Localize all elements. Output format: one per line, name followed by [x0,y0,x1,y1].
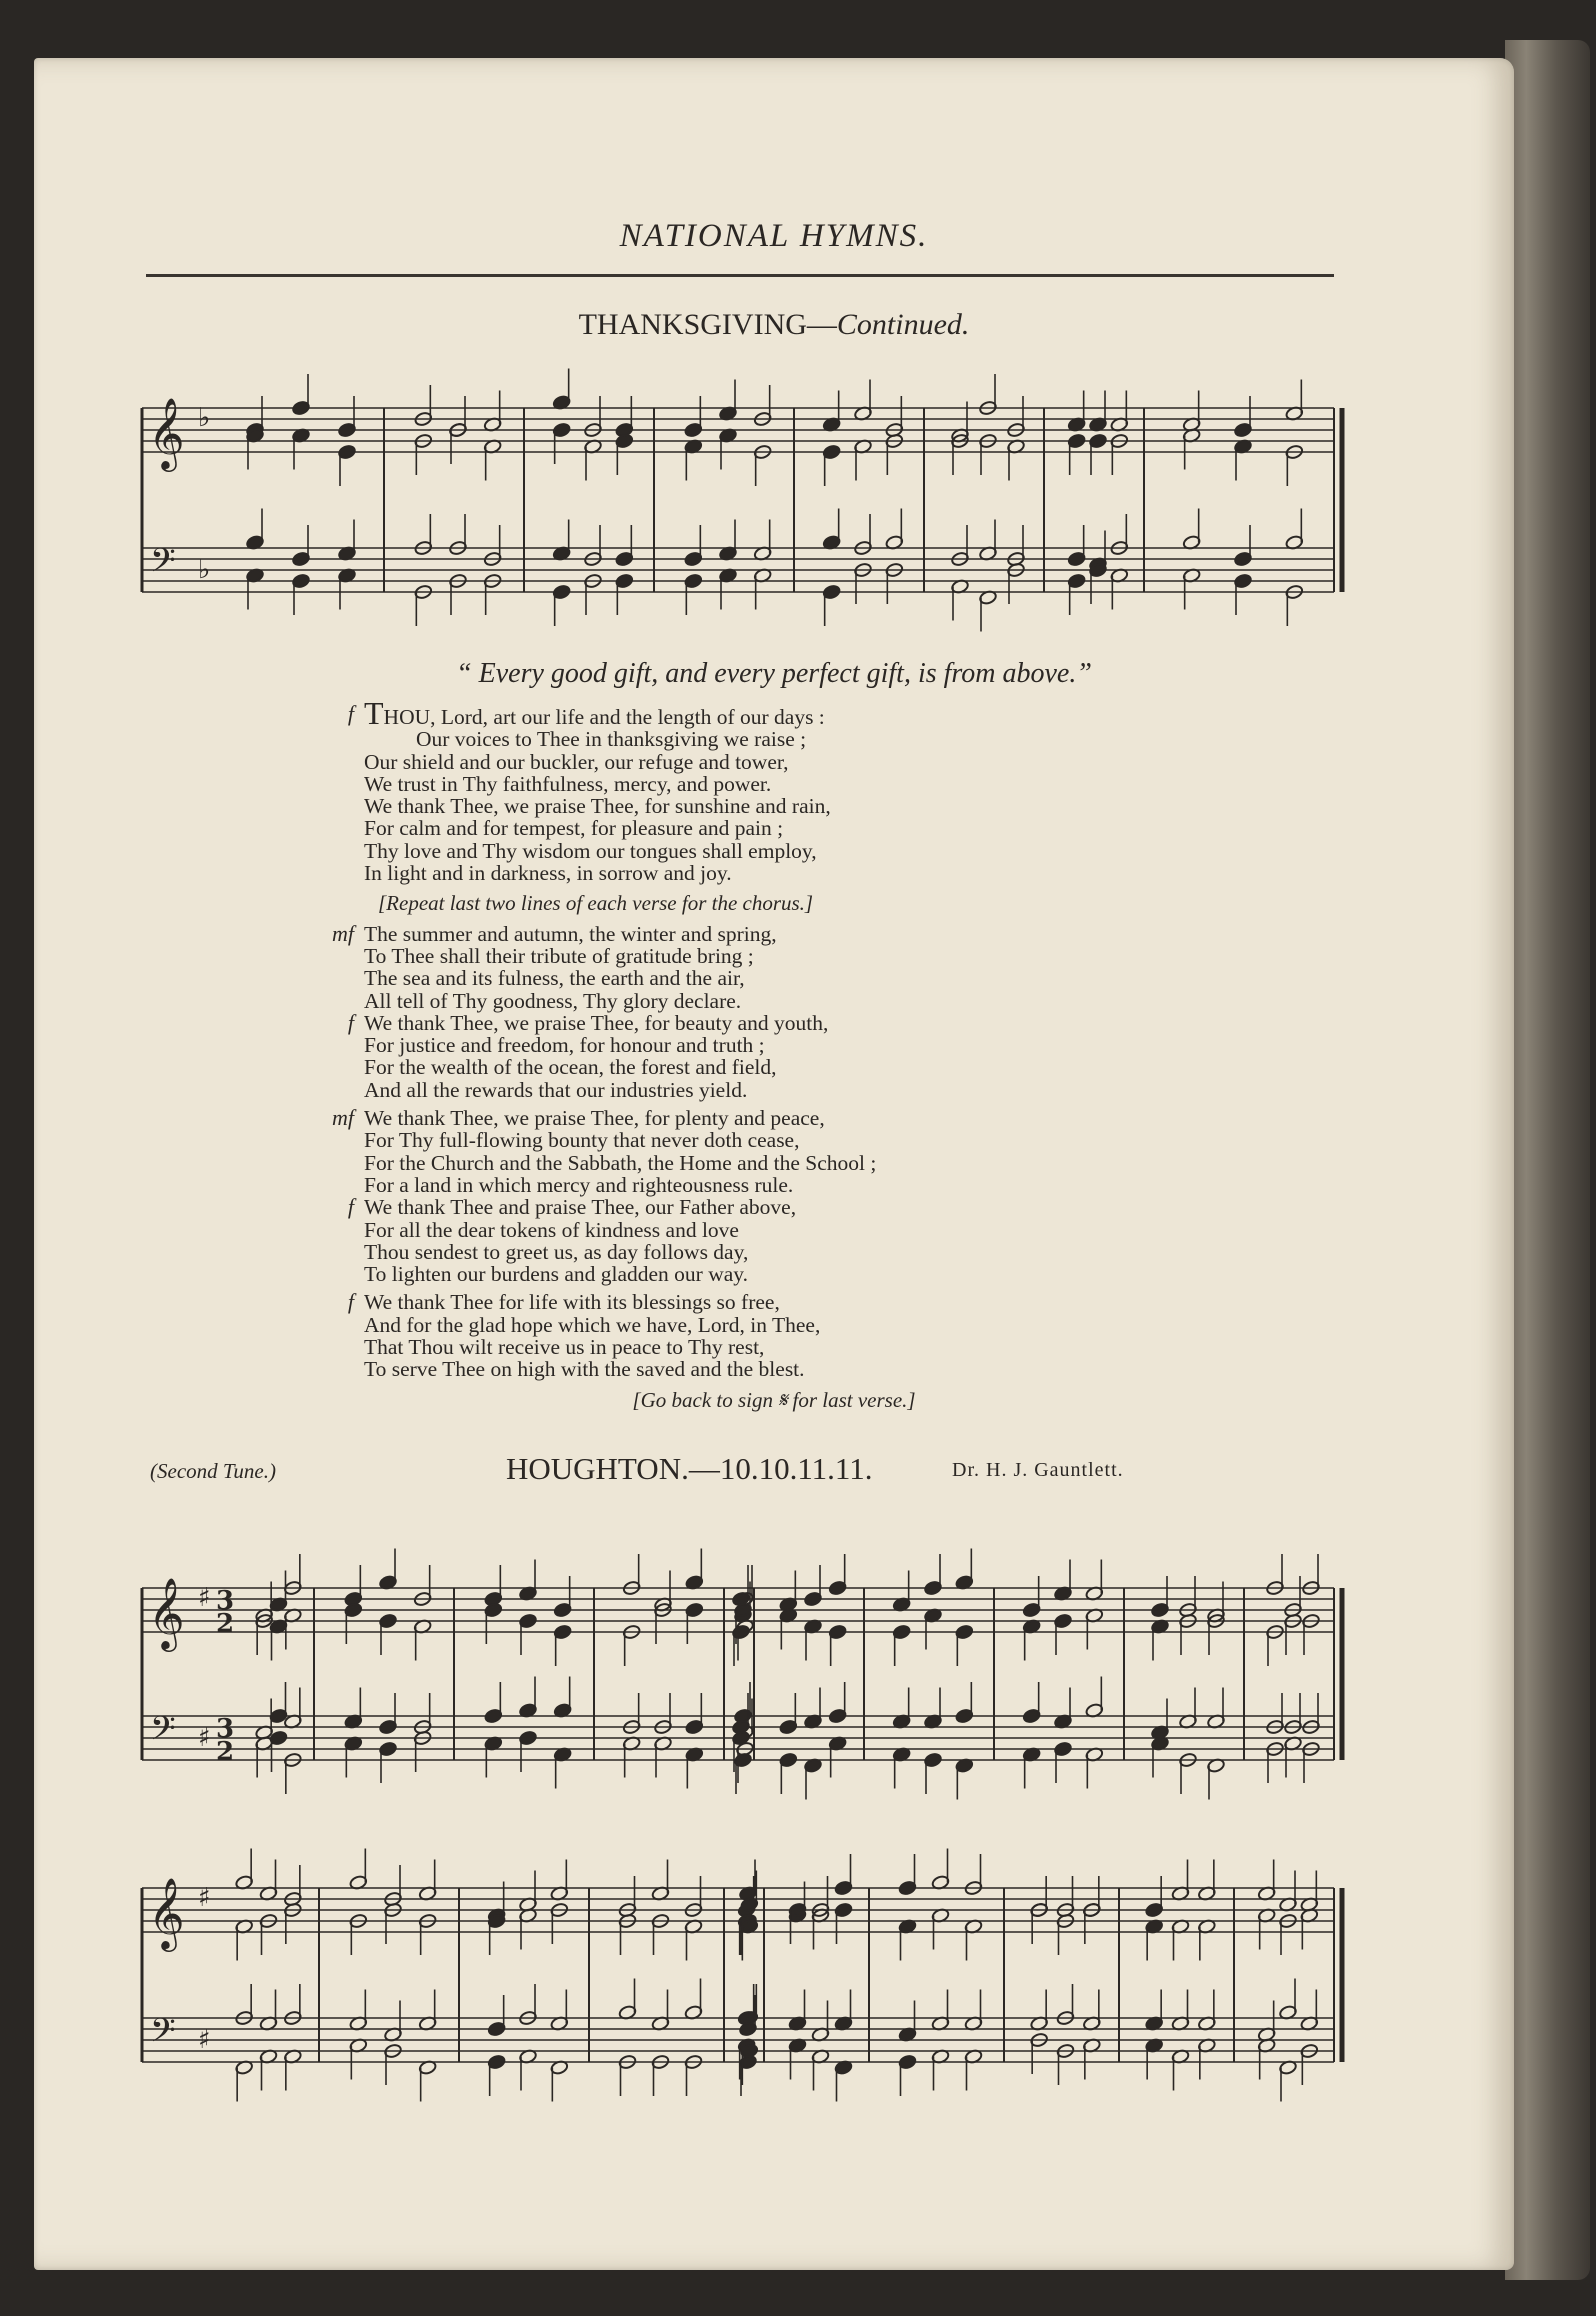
bass-clef: 𝄢 [150,1710,176,1756]
verse-line-text: That Thou wilt receive us in peace to Thy rest, [364,1335,765,1360]
second-tune-label: (Second Tune.) [150,1459,276,1483]
verse-line [364,795,1264,817]
verse-line-text: We thank Thee, we praise Thee, for plenty and peace, [364,1106,825,1131]
verse-line-text: To lighten our burdens and gladden our way. [364,1262,749,1287]
verse-line [364,773,1264,795]
verse-line-text: To Thee shall their tribute of gratitude bring ; [364,943,754,968]
hymn-verses [332,695,1264,1387]
verse-line-text: All tell of Thy goodness, Thy glory declare. [364,988,742,1013]
go-back-instruction: [Go back to sign 𝄋 for last verse.] [632,1388,916,1412]
verse-line [364,817,1264,839]
verse-line-text: For the wealth of the ocean, the forest and field, [364,1055,777,1080]
verse-line [364,1358,1264,1380]
verse-line-text: For calm and for tempest, for pleasure and pain ; [364,816,784,841]
verse-line-text: For the Church and the Sabbath, the Home and the School ; [364,1150,877,1175]
dynamic-marking: f [347,701,354,726]
dynamic-marking: f [347,1289,354,1315]
time-signature-lower: 2 [216,1737,235,1767]
drop-cap: T [364,695,384,731]
verse-line-text: We thank Thee and praise Thee, our Father above, [364,1195,797,1220]
verse-line [364,1263,1264,1285]
treble-clef: 𝄞 [148,1576,185,1649]
verse-line-text: For a land in which mercy and righteousness rule. [364,1172,794,1197]
verse-line [347,1289,1264,1315]
houghton-title: HOUGHTON.—10.10.11.11. [506,1451,873,1486]
verse-line [364,1314,1264,1336]
verse-line-text: To serve Thee on high with the saved and the blest. [364,1357,805,1382]
verse-line [364,1079,1264,1101]
key-signature: ♯ [198,1583,211,1613]
treble-clef: 𝄞 [148,396,185,469]
verse-line [347,1194,1264,1220]
verse-line [364,728,1264,750]
verse-line-text: And all the rewards that our industries yield. [364,1077,748,1102]
verse-line-text: For justice and freedom, for honour and truth ; [364,1033,765,1058]
houghton-score-system-1 [134,1518,1364,1818]
verse-line-text: Thou sendest to greet us, as day follows day, [364,1239,749,1264]
verse-line [364,1174,1264,1196]
bass-clef: 𝄢 [150,542,176,588]
thanksgiving-title-suffix: Continued. [836,308,970,341]
time-signature-upper: 3 [216,1714,235,1744]
verse-line [364,1152,1264,1174]
verse-line-text: And for the glad hope which we have, Lord, in Thee, [364,1312,821,1337]
thanksgiving-title-main: THANKSGIVING— [578,308,837,341]
bass-clef: 𝄢 [150,2012,176,2058]
thanksgiving-title [34,308,1514,342]
verse-line [332,1105,1264,1131]
verse-line-text: For Thy full-flowing bounty that never doth cease, [364,1128,800,1153]
verse-line-text: Thy love and Thy wisdom our tongues shall employ, [364,838,817,863]
key-signature: ♯ [198,1723,211,1753]
dynamic-marking: mf [332,1105,354,1131]
composer-credit: Dr. H. J. Gauntlett. [952,1459,1124,1481]
verse-line [332,920,1264,946]
time-signature-upper: 3 [216,1586,235,1616]
verse-line [364,1056,1264,1078]
key-signature: ♭ [198,555,211,585]
book-page [34,58,1514,2270]
running-head: NATIONAL HYMNS. [619,218,929,254]
verse-line [364,967,1264,989]
key-signature: ♭ [198,403,211,433]
verse-line [364,751,1264,773]
verse-line [364,1034,1264,1056]
verse-line-text: The summer and autumn, the winter and spring, [364,921,777,946]
verse-line [364,1219,1264,1241]
verse-line [347,695,1264,731]
verse-line [364,990,1264,1012]
verse-line-text: We thank Thee for life with its blessings so free, [364,1290,780,1315]
header-rule [146,274,1334,277]
verse-line [347,1009,1264,1035]
dynamic-marking: f [347,1194,354,1220]
verse-line [364,1336,1264,1358]
book-cover-edge [1505,40,1590,2280]
verse-line [364,945,1264,967]
verse-line [364,840,1264,862]
chorus-rubric: [Repeat last two lines of each verse for the chorus.] [378,891,814,916]
key-signature: ♯ [198,2025,211,2055]
verse-line-text: We thank Thee, we praise Thee, for sunshine and rain, [364,794,831,819]
dynamic-marking: mf [332,920,354,946]
key-signature: ♯ [198,1883,211,1913]
thanksgiving-score [134,368,1364,688]
verse-line [364,1129,1264,1151]
verse-line-text: The sea and its fulness, the earth and the air, [364,966,745,991]
verse-line-text: HOU, Lord, art our life and the length of our days : [383,705,825,729]
verse-line [364,862,1264,884]
verse-line-text: For all the dear tokens of kindness and love [364,1217,739,1242]
verse-line-text: Our shield and our buckler, our refuge and tower, [364,749,789,774]
epigraph: “ Every good gift, and every perfect gift, is from above.” [456,658,1092,689]
verse-line [364,1241,1264,1263]
verse-line-text: We thank Thee, we praise Thee, for beauty and youth, [364,1010,829,1035]
verse-line-text: In light and in darkness, in sorrow and joy. [364,861,732,886]
dynamic-marking: f [347,1009,354,1035]
treble-clef: 𝄞 [148,1876,185,1949]
verse-gap [364,1381,1264,1387]
houghton-score-system-2 [134,1818,1364,2118]
time-signature-lower: 2 [216,1609,235,1639]
verse-line-text: Our voices to Thee in thanksgiving we raise ; [416,727,807,752]
verse-line-text: We trust in Thy faithfulness, mercy, and power. [364,771,772,796]
